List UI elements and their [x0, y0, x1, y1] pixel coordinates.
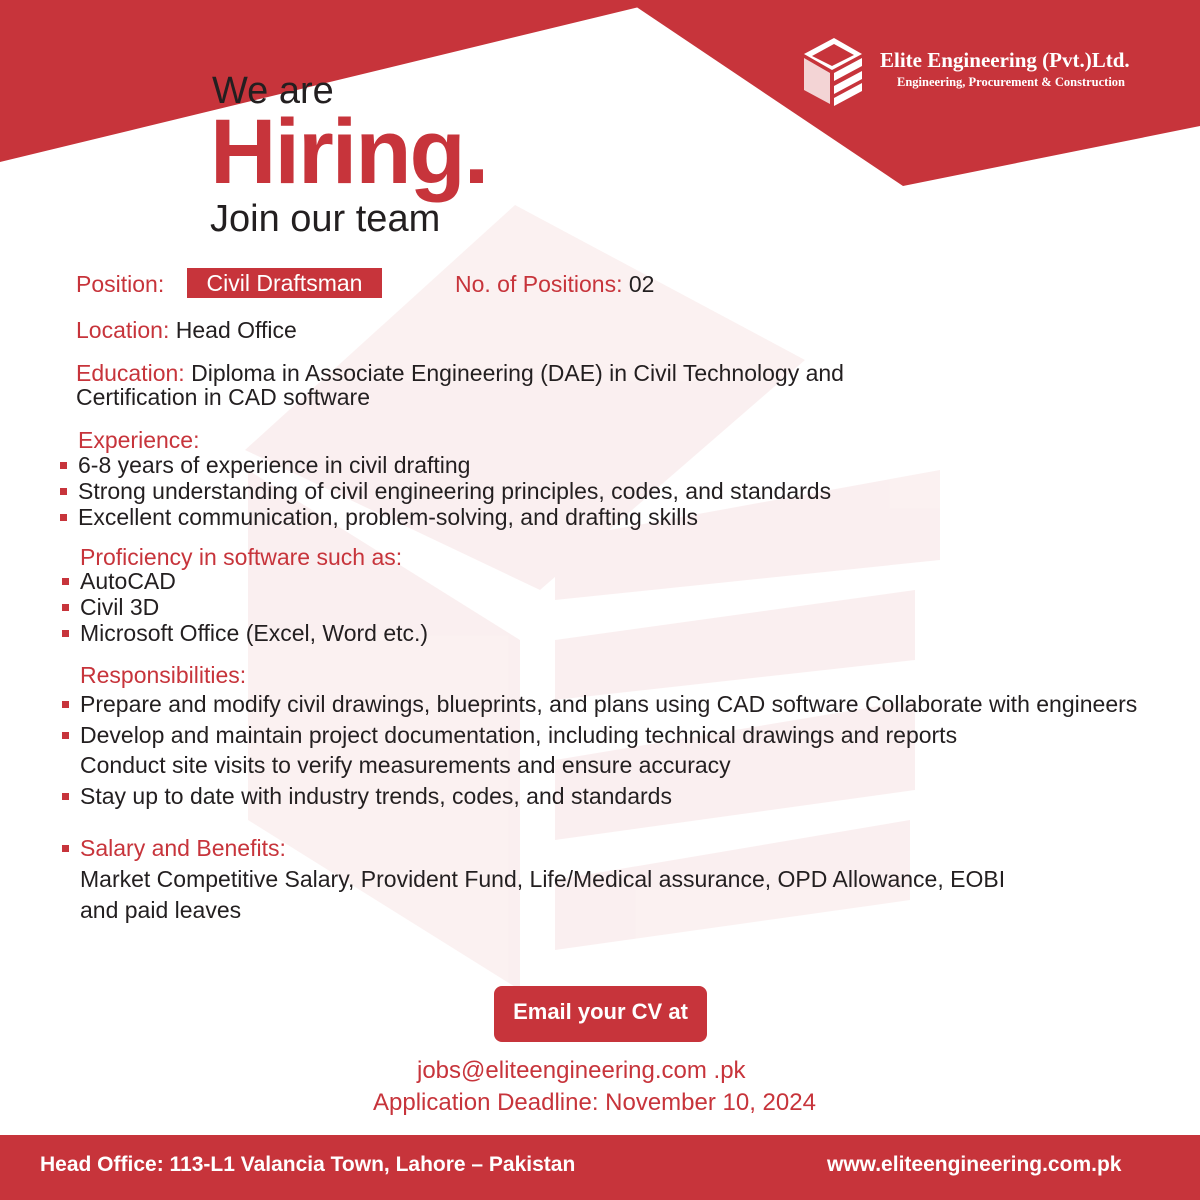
- email-cv-button[interactable]: Email your CV at: [494, 986, 707, 1042]
- education-line2: Certification in CAD software: [76, 384, 370, 410]
- software-item: Civil 3D: [80, 594, 428, 620]
- position-badge: Civil Draftsman: [187, 268, 382, 298]
- email-link[interactable]: jobs@eliteengineering.com .pk: [417, 1057, 746, 1084]
- headline-hiring: Hiring.: [210, 101, 488, 203]
- location-label: Location:: [76, 317, 170, 343]
- position-label: Position:: [76, 271, 165, 297]
- salary-heading: Salary and Benefits:: [80, 835, 286, 861]
- bullet-icon: [62, 732, 69, 739]
- responsibilities-heading: Responsibilities:: [80, 662, 247, 688]
- location-row: [76, 317, 297, 343]
- experience-item: Strong understanding of civil engineering principles, codes, and standards: [78, 478, 832, 504]
- software-heading: Proficiency in software such as:: [80, 544, 403, 570]
- application-deadline: Application Deadline: November 10, 2024: [373, 1089, 816, 1116]
- location-value: Head Office: [175, 317, 297, 343]
- positions-count-value: 02: [628, 271, 655, 297]
- top-right-red-band: [626, 0, 1200, 186]
- education-line1: Diploma in Associate Engineering (DAE) in Civil Technology and: [191, 360, 844, 386]
- software-item: Microsoft Office (Excel, Word etc.): [80, 620, 429, 646]
- footer-address: Head Office: 113-L1 Valancia Town, Lahore – Pakistan: [40, 1153, 576, 1176]
- software-item: AutoCAD: [80, 568, 428, 594]
- salary-line1: Market Competitive Salary, Provident Fund, Life/Medical assurance, OPD Allowance, EOBI: [80, 866, 1006, 892]
- responsibility-item: Develop and maintain project documentation, including technical drawings and reports: [80, 722, 958, 748]
- experience-heading: Experience:: [78, 427, 200, 453]
- company-tagline: Engineering, Procurement & Construction: [897, 75, 1125, 89]
- responsibility-item: Prepare and modify civil drawings, blueprints, and plans using CAD software Collaborate with engineers: [80, 691, 1138, 717]
- headline-we-are: We are: [212, 70, 334, 112]
- positions-count-label: No. of Positions:: [455, 271, 623, 297]
- bullet-icon: [62, 793, 69, 800]
- education-row: [76, 360, 844, 386]
- responsibility-item: Stay up to date with industry trends, codes, and standards: [80, 783, 672, 809]
- headline-join-team: Join our team: [210, 198, 441, 240]
- experience-list: [78, 452, 831, 530]
- responsibility-item-continued: Conduct site visits to verify measurements and ensure accuracy: [80, 752, 731, 778]
- company-name: Elite Engineering (Pvt.)Ltd.: [880, 48, 1130, 72]
- education-label: Education:: [76, 360, 185, 386]
- bullet-icon: [62, 845, 69, 852]
- elite-logo-icon: [800, 36, 866, 106]
- salary-line2: and paid leaves: [80, 897, 242, 923]
- bullet-icon: [62, 701, 69, 708]
- experience-item: Excellent communication, problem-solving, and drafting skills: [78, 504, 831, 530]
- footer-website-link[interactable]: www.eliteengineering.com.pk: [827, 1153, 1122, 1176]
- footer-bar: [0, 1135, 1200, 1200]
- experience-item: 6-8 years of experience in civil drafting: [78, 452, 831, 478]
- software-list: [80, 568, 428, 646]
- position-row: [76, 271, 164, 297]
- positions-count: [455, 271, 654, 297]
